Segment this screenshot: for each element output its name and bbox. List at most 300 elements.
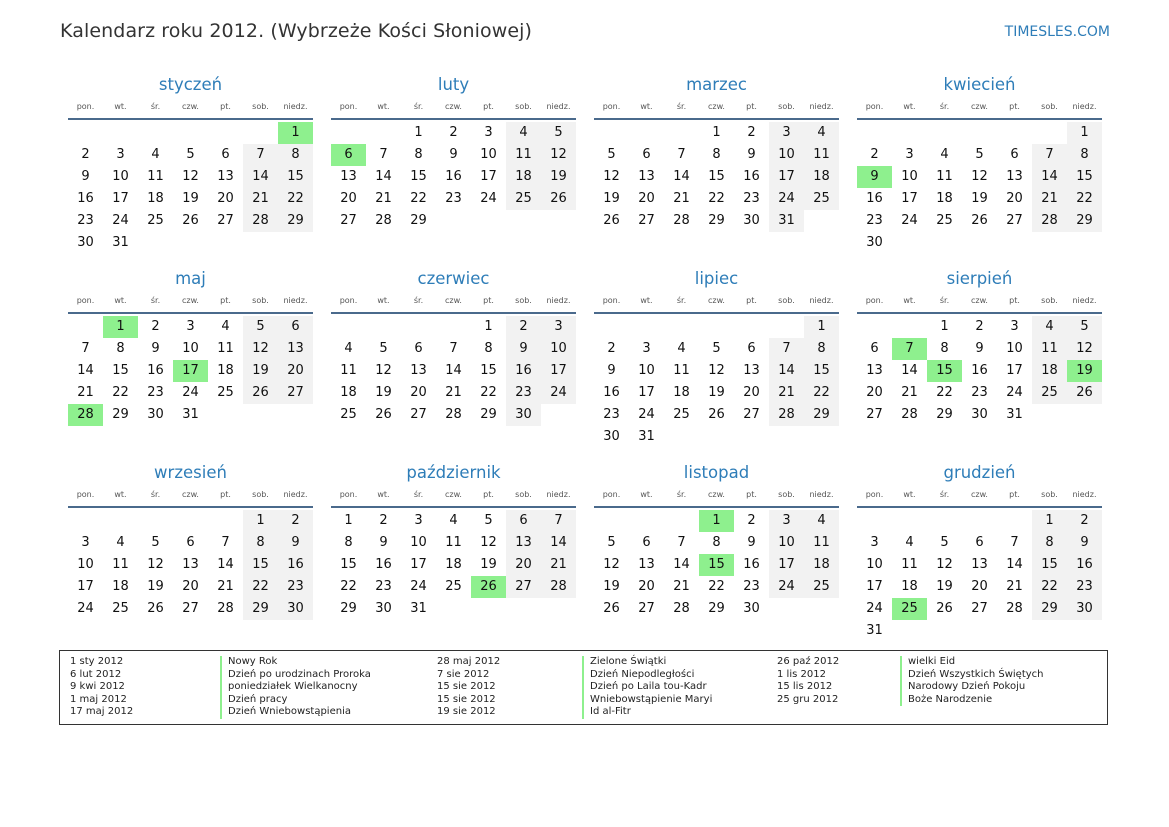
day-cell: 2: [747, 125, 756, 140]
day-cell: 3: [1010, 319, 1019, 334]
weekday-label: śr.: [939, 102, 950, 111]
weekday-label: czw.: [708, 296, 725, 305]
empty-cell: [629, 122, 664, 144]
empty-cell: [103, 510, 138, 532]
legend-date: 15 lis 2012: [777, 681, 833, 693]
day-cell: 12: [541, 144, 576, 166]
day-cell: 31: [638, 429, 655, 444]
empty-cell: [138, 510, 173, 532]
weekday-label: sob.: [778, 490, 795, 499]
day-cell: 27: [410, 407, 427, 422]
month-3: [857, 72, 1102, 266]
legend-names: [582, 656, 712, 719]
day-cell: 4: [940, 147, 949, 162]
weekday-label: wt.: [903, 102, 916, 111]
day-cell: 23: [743, 579, 760, 594]
day-cell: 7: [541, 510, 576, 532]
day-cell: 30: [971, 407, 988, 422]
day-cell: 14: [77, 363, 94, 378]
day-cell: 16: [506, 360, 541, 382]
day-cell: 11: [936, 169, 953, 184]
day-cell: 25: [217, 385, 234, 400]
day-cell: 13: [1006, 169, 1023, 184]
day-cell: 28: [375, 213, 392, 228]
legend-date: 7 sie 2012: [437, 668, 490, 680]
empty-cell: [208, 510, 243, 532]
legend-date: 6 lut 2012: [70, 668, 122, 680]
day-cell: 4: [116, 535, 125, 550]
day-cell: 24: [638, 407, 655, 422]
legend-date: 1 lis 2012: [777, 668, 826, 680]
day-cell: 6: [642, 535, 651, 550]
day-cell: 13: [217, 169, 234, 184]
day-cell: 3: [769, 510, 804, 532]
day-cell: 16: [866, 191, 883, 206]
day-cell: 4: [506, 122, 541, 144]
day-cell: 4: [804, 510, 839, 532]
day-cell: 10: [410, 535, 427, 550]
month-9: [331, 460, 576, 654]
day-cell: 30: [743, 601, 760, 616]
weekday-label: pt.: [483, 490, 494, 499]
day-grid: [331, 122, 576, 232]
legend-holiday-name: Dzień po urodzinach Proroka: [228, 668, 371, 680]
day-cell: 2: [379, 513, 388, 528]
weekday-label: sob.: [252, 296, 269, 305]
month-name: październik: [406, 463, 501, 482]
day-cell: 14: [901, 363, 918, 378]
weekday-label: wt.: [114, 490, 127, 499]
day-cell: 23: [506, 382, 541, 404]
day-cell: 22: [1067, 188, 1102, 210]
day-cell: 1: [712, 125, 721, 140]
day-cell: 25: [1032, 382, 1067, 404]
empty-cell: [331, 122, 366, 144]
month-name: lipiec: [694, 269, 739, 288]
weekday-label: czw.: [445, 102, 462, 111]
day-cell: 22: [340, 579, 357, 594]
day-cell: 21: [217, 579, 234, 594]
day-cell: 2: [81, 147, 90, 162]
weekday-label: pt.: [483, 296, 494, 305]
day-cell: 7: [677, 147, 686, 162]
day-cell: 12: [603, 557, 620, 572]
day-cell: 21: [445, 385, 462, 400]
day-cell: 20: [340, 191, 357, 206]
weekday-label: pt.: [1009, 490, 1020, 499]
weekday-label: pon.: [339, 296, 358, 305]
day-cell: 5: [484, 513, 493, 528]
weekday-label: pon.: [602, 490, 621, 499]
day-cell: 18: [901, 579, 918, 594]
day-cell: 12: [1067, 338, 1102, 360]
legend-date: 28 maj 2012: [437, 656, 501, 667]
day-cell: 31: [1006, 407, 1023, 422]
empty-cell: [68, 316, 103, 338]
day-cell: 29: [708, 601, 725, 616]
day-cell: 24: [480, 191, 497, 206]
day-cell: 29: [480, 407, 497, 422]
day-cell: 17: [480, 169, 497, 184]
day-cell: 29: [1067, 210, 1102, 232]
day-cell: 18: [936, 191, 953, 206]
empty-cell: [243, 122, 278, 144]
weekday-label: pt.: [746, 102, 757, 111]
day-cell: 24: [769, 576, 804, 598]
weekday-label: wt.: [640, 102, 653, 111]
day-cell: 31: [182, 407, 199, 422]
legend-date: 25 gru 2012: [777, 693, 839, 705]
day-cell: 2: [151, 319, 160, 334]
holiday-day-cell: 25: [892, 598, 927, 620]
month-7: [857, 266, 1102, 460]
legend-date: 15 sie 2012: [437, 693, 496, 705]
weekday-label: niedz.: [283, 102, 308, 111]
day-cell: 1: [414, 125, 423, 140]
day-cell: 7: [449, 341, 458, 356]
weekday-label: pt.: [1009, 102, 1020, 111]
weekday-label: niedz.: [546, 102, 571, 111]
day-cell: 16: [147, 363, 164, 378]
day-cell: 12: [708, 363, 725, 378]
day-cell: 19: [708, 385, 725, 400]
weekday-label: wt.: [377, 296, 390, 305]
legend-holiday-name: poniedziałek Wielkanocny: [228, 681, 358, 693]
weekday-header: [594, 292, 839, 314]
month-10: [594, 460, 839, 654]
month-name: styczeń: [158, 75, 223, 94]
day-cell: 10: [182, 341, 199, 356]
day-cell: 9: [747, 147, 756, 162]
day-cell: 3: [642, 341, 651, 356]
day-cell: 28: [673, 601, 690, 616]
day-cell: 23: [971, 385, 988, 400]
weekday-header: [857, 486, 1102, 508]
day-cell: 13: [866, 363, 883, 378]
month-name: listopad: [683, 463, 750, 482]
weekday-label: wt.: [377, 102, 390, 111]
legend-holiday-name: Zielone Świątki: [590, 656, 667, 667]
day-cell: 30: [506, 404, 541, 426]
month-name: kwiecień: [943, 75, 1016, 94]
day-cell: 20: [1006, 191, 1023, 206]
month-name: maj: [175, 269, 206, 288]
day-cell: 30: [603, 429, 620, 444]
day-cell: 23: [743, 191, 760, 206]
day-cell: 17: [1006, 363, 1023, 378]
day-cell: 1: [344, 513, 353, 528]
day-cell: 4: [151, 147, 160, 162]
empty-cell: [892, 122, 927, 144]
day-cell: 27: [971, 601, 988, 616]
day-grid: [331, 510, 576, 620]
day-cell: 26: [243, 382, 278, 404]
day-cell: 7: [221, 535, 230, 550]
day-cell: 5: [712, 341, 721, 356]
holiday-day-cell: 28: [68, 404, 103, 426]
day-cell: 27: [506, 576, 541, 598]
day-cell: 3: [541, 316, 576, 338]
day-cell: 18: [147, 191, 164, 206]
day-cell: 26: [603, 213, 620, 228]
day-cell: 17: [901, 191, 918, 206]
weekday-label: śr.: [676, 296, 687, 305]
day-cell: 29: [112, 407, 129, 422]
day-cell: 3: [484, 125, 493, 140]
holiday-day-cell: 19: [1067, 360, 1102, 382]
day-cell: 8: [1032, 532, 1067, 554]
day-cell: 28: [445, 407, 462, 422]
day-cell: 21: [243, 188, 278, 210]
holiday-day-cell: 1: [103, 316, 138, 338]
day-cell: 26: [375, 407, 392, 422]
day-cell: 8: [712, 147, 721, 162]
day-cell: 26: [971, 213, 988, 228]
legend-date: 19 sie 2012: [437, 706, 496, 718]
day-cell: 29: [243, 598, 278, 620]
day-cell: 4: [221, 319, 230, 334]
day-cell: 7: [1010, 535, 1019, 550]
weekday-header: [331, 292, 576, 314]
day-cell: 13: [638, 169, 655, 184]
day-cell: 9: [449, 147, 458, 162]
day-cell: 18: [506, 166, 541, 188]
day-cell: 27: [1006, 213, 1023, 228]
day-cell: 13: [743, 363, 760, 378]
day-cell: 22: [708, 191, 725, 206]
day-cell: 29: [708, 213, 725, 228]
legend-holiday-name: wielki Eid: [908, 656, 956, 667]
weekday-label: pon.: [865, 102, 884, 111]
legend-holiday-name: Dzień Niepodległości: [590, 668, 695, 680]
day-cell: 21: [901, 385, 918, 400]
empty-cell: [927, 122, 962, 144]
day-cell: 19: [971, 191, 988, 206]
holiday-day-cell: 15: [699, 554, 734, 576]
weekday-label: śr.: [939, 296, 950, 305]
day-cell: 31: [112, 235, 129, 250]
day-cell: 6: [186, 535, 195, 550]
day-cell: 28: [217, 601, 234, 616]
day-cell: 15: [410, 169, 427, 184]
weekday-label: wt.: [377, 490, 390, 499]
day-cell: 6: [747, 341, 756, 356]
day-cell: 24: [182, 385, 199, 400]
day-cell: 24: [77, 601, 94, 616]
weekday-label: pon.: [76, 102, 95, 111]
month-name: luty: [437, 75, 470, 94]
day-cell: 2: [278, 510, 313, 532]
weekday-label: śr.: [413, 102, 424, 111]
day-cell: 24: [541, 382, 576, 404]
day-cell: 13: [506, 532, 541, 554]
day-cell: 29: [278, 210, 313, 232]
day-cell: 5: [975, 147, 984, 162]
day-cell: 18: [1032, 360, 1067, 382]
day-cell: 14: [769, 360, 804, 382]
day-cell: 24: [769, 188, 804, 210]
weekday-label: pt.: [746, 490, 757, 499]
weekday-label: wt.: [114, 296, 127, 305]
page-title: Kalendarz roku 2012. (Wybrzeże Kości Słoniowej): [60, 20, 533, 42]
day-cell: 14: [375, 169, 392, 184]
month-name: sierpień: [946, 269, 1013, 288]
day-cell: 2: [870, 147, 879, 162]
legend-holiday-name: Dzień Wniebowstąpienia: [228, 706, 351, 718]
empty-cell: [331, 316, 366, 338]
weekday-label: pon.: [602, 296, 621, 305]
day-cell: 23: [1067, 576, 1102, 598]
weekday-label: niedz.: [546, 490, 571, 499]
day-cell: 17: [638, 385, 655, 400]
day-cell: 8: [712, 535, 721, 550]
day-cell: 20: [217, 191, 234, 206]
weekday-label: niedz.: [283, 296, 308, 305]
weekday-header: [594, 486, 839, 508]
weekday-label: niedz.: [1072, 490, 1097, 499]
day-cell: 12: [480, 535, 497, 550]
month-4: [68, 266, 313, 460]
day-cell: 3: [81, 535, 90, 550]
day-cell: 28: [541, 576, 576, 598]
day-cell: 6: [506, 510, 541, 532]
day-cell: 11: [112, 557, 129, 572]
day-cell: 6: [642, 147, 651, 162]
day-cell: 26: [936, 601, 953, 616]
day-cell: 16: [77, 191, 94, 206]
weekday-label: sob.: [515, 102, 532, 111]
day-cell: 25: [804, 188, 839, 210]
day-cell: 19: [480, 557, 497, 572]
day-cell: 27: [638, 601, 655, 616]
day-cell: 24: [1006, 385, 1023, 400]
weekday-header: [857, 98, 1102, 120]
day-cell: 4: [905, 535, 914, 550]
day-cell: 10: [769, 144, 804, 166]
weekday-label: śr.: [676, 490, 687, 499]
weekday-header: [68, 486, 313, 508]
day-cell: 25: [506, 188, 541, 210]
empty-cell: [997, 510, 1032, 532]
day-cell: 28: [673, 213, 690, 228]
empty-cell: [629, 316, 664, 338]
empty-cell: [68, 510, 103, 532]
weekday-label: czw.: [445, 296, 462, 305]
day-grid: [331, 316, 576, 426]
day-cell: 18: [673, 385, 690, 400]
day-cell: 22: [804, 382, 839, 404]
day-cell: 14: [445, 363, 462, 378]
day-cell: 11: [673, 363, 690, 378]
day-cell: 17: [410, 557, 427, 572]
month-6: [594, 266, 839, 460]
empty-cell: [208, 122, 243, 144]
weekday-label: sob.: [515, 296, 532, 305]
day-grid: [594, 122, 839, 232]
empty-cell: [664, 316, 699, 338]
day-cell: 14: [673, 169, 690, 184]
day-cell: 12: [375, 363, 392, 378]
day-cell: 2: [449, 125, 458, 140]
weekday-header: [68, 98, 313, 120]
day-cell: 13: [278, 338, 313, 360]
day-cell: 31: [410, 601, 427, 616]
legend-dates: [437, 656, 500, 719]
day-cell: 28: [769, 404, 804, 426]
weekday-header: [331, 98, 576, 120]
empty-cell: [664, 122, 699, 144]
empty-cell: [173, 122, 208, 144]
day-cell: 15: [480, 363, 497, 378]
day-cell: 5: [607, 535, 616, 550]
weekday-label: sob.: [252, 490, 269, 499]
legend-dates: [70, 656, 133, 719]
day-cell: 24: [901, 213, 918, 228]
day-cell: 21: [375, 191, 392, 206]
day-cell: 13: [182, 557, 199, 572]
weekday-label: czw.: [971, 102, 988, 111]
day-cell: 17: [541, 360, 576, 382]
day-cell: 27: [743, 407, 760, 422]
weekday-label: sob.: [778, 296, 795, 305]
day-cell: 21: [1032, 188, 1067, 210]
weekday-label: pon.: [339, 102, 358, 111]
day-cell: 20: [182, 579, 199, 594]
day-cell: 16: [971, 363, 988, 378]
day-cell: 10: [1006, 341, 1023, 356]
legend-date: 17 maj 2012: [70, 706, 134, 718]
day-cell: 29: [936, 407, 953, 422]
day-cell: 12: [182, 169, 199, 184]
day-grid: [594, 510, 839, 620]
day-cell: 25: [340, 407, 357, 422]
day-cell: 9: [81, 169, 90, 184]
day-cell: 20: [638, 191, 655, 206]
holiday-day-cell: 17: [173, 360, 208, 382]
day-cell: 28: [901, 407, 918, 422]
day-cell: 27: [638, 213, 655, 228]
weekday-header: [68, 292, 313, 314]
weekday-label: sob.: [252, 102, 269, 111]
day-cell: 26: [1067, 382, 1102, 404]
day-cell: 11: [147, 169, 164, 184]
day-cell: 30: [147, 407, 164, 422]
holiday-day-cell: 9: [857, 166, 892, 188]
day-cell: 31: [769, 210, 804, 232]
day-cell: 4: [1032, 316, 1067, 338]
month-1: [331, 72, 576, 266]
weekday-label: śr.: [150, 490, 161, 499]
month-11: [857, 460, 1102, 654]
weekday-label: pt.: [1009, 296, 1020, 305]
day-cell: 25: [147, 213, 164, 228]
day-cell: 10: [866, 557, 883, 572]
day-cell: 8: [414, 147, 423, 162]
empty-cell: [857, 510, 892, 532]
day-cell: 16: [743, 557, 760, 572]
day-cell: 9: [747, 535, 756, 550]
day-cell: 21: [541, 554, 576, 576]
day-cell: 16: [278, 554, 313, 576]
day-cell: 13: [340, 169, 357, 184]
day-cell: 17: [77, 579, 94, 594]
day-cell: 14: [1006, 557, 1023, 572]
months-grid: [68, 72, 1102, 654]
day-cell: 21: [77, 385, 94, 400]
site-link[interactable]: TIMESLES.COM: [1004, 24, 1110, 40]
day-cell: 29: [804, 404, 839, 426]
day-grid: [68, 122, 313, 254]
